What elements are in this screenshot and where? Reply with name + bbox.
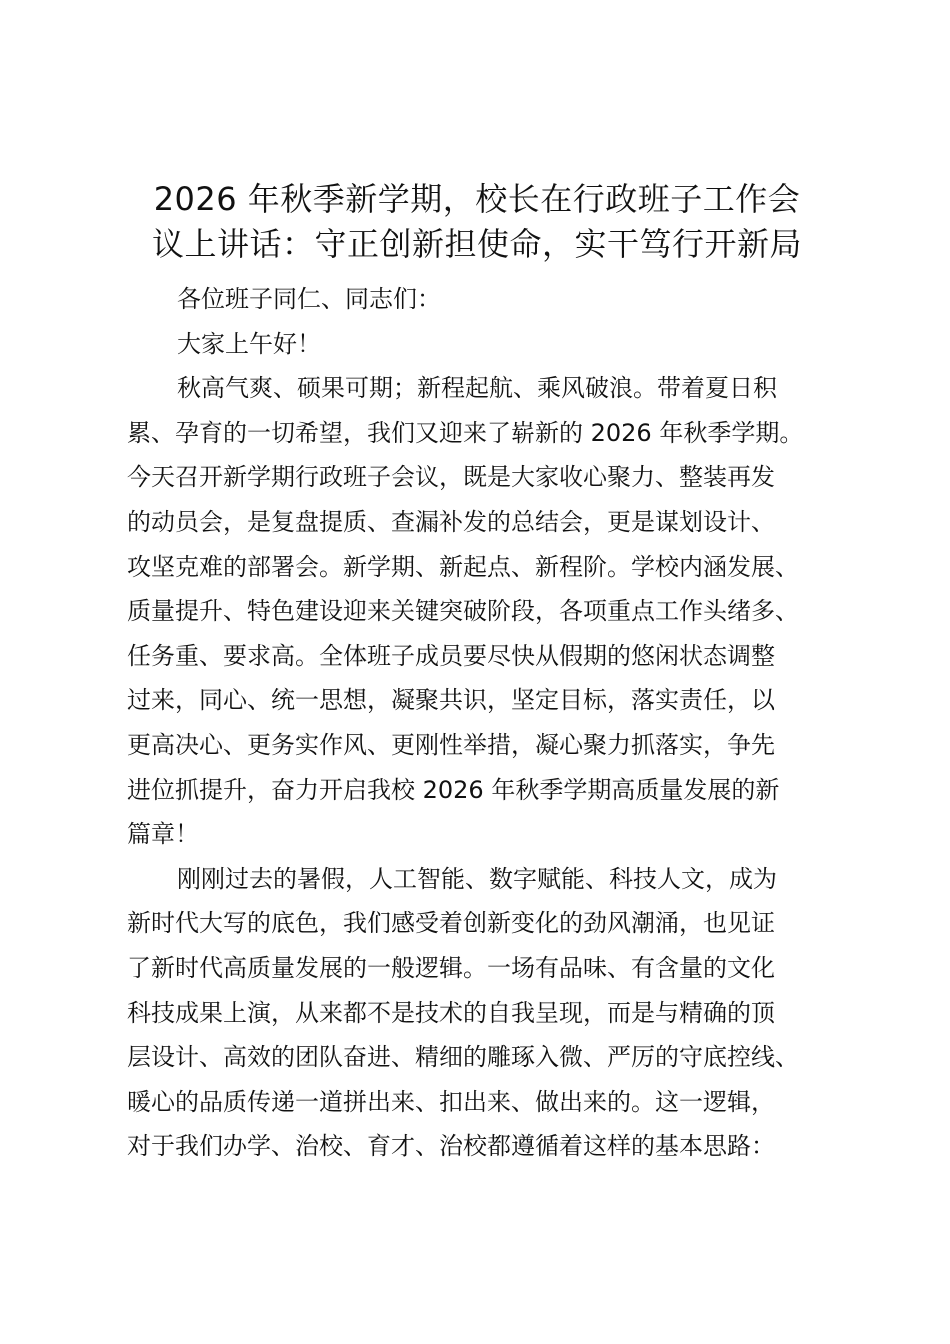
paragraph-line: 科技成果上演，从来都不是技术的自我呈现，而是与精确的顶 (127, 998, 775, 1027)
paragraph-line: 篇章！ (127, 820, 199, 849)
title-line: 2026 年秋季新学期，校长在行政班子工作会 (153, 180, 801, 218)
paragraph-line: 秋高气爽、硕果可期；新程起航、乘风破浪。带着夏日积 (177, 374, 777, 403)
document-body (127, 277, 839, 1169)
paragraph-line: 刚刚过去的暑假，人工智能、数字赋能、科技人文，成为 (177, 864, 777, 893)
paragraph-line: 累、孕育的一切希望，我们又迎来了崭新的 2026 年秋季学期。 (127, 418, 804, 447)
paragraph-line: 质量提升、特色建设迎来关键突破阶段，各项重点工作头绪多、 (127, 597, 799, 626)
paragraph-line: 暖心的品质传递一道拼出来、扣出来、做出来的。这一逻辑， (127, 1087, 775, 1116)
paragraph-line: 的动员会，是复盘提质、查漏补发的总结会，更是谋划设计、 (127, 507, 775, 536)
document-title (112, 174, 842, 263)
paragraph-line: 对于我们办学、治校、育才、治校都遵循着这样的基本思路： (127, 1132, 775, 1161)
paragraph-line: 层设计、高效的团队奋进、精细的雕琢入微、严厉的守底控线、 (127, 1043, 799, 1072)
paragraph-line: 今天召开新学期行政班子会议，既是大家收心聚力、整装再发 (127, 463, 775, 492)
paragraph-line: 过来，同心、统一思想，凝聚共识，坚定目标，落实责任，以 (127, 686, 775, 715)
paragraph-line: 更高决心、更务实作风、更刚性举措，凝心聚力抓落实，争先 (127, 730, 775, 759)
paragraph-line: 进位抓提升，奋力开启我校 2026 年秋季学期高质量发展的新 (127, 775, 780, 804)
paragraph-line: 任务重、要求高。全体班子成员要尽快从假期的悠闲状态调整 (127, 641, 775, 670)
paragraph-line: 了新时代高质量发展的一般逻辑。一场有品味、有含量的文化 (127, 953, 775, 982)
paragraph-line: 新时代大写的底色，我们感受着创新变化的劲风潮涌，也见证 (127, 909, 775, 938)
salutation: 各位班子同仁、同志们： (177, 285, 441, 313)
greeting: 大家上午好！ (177, 329, 321, 358)
title-line: 议上讲话：守正创新担使命，实干笃行开新局 (151, 224, 802, 263)
paragraph-line: 攻坚克难的部署会。新学期、新起点、新程阶。学校内涵发展、 (127, 552, 799, 581)
